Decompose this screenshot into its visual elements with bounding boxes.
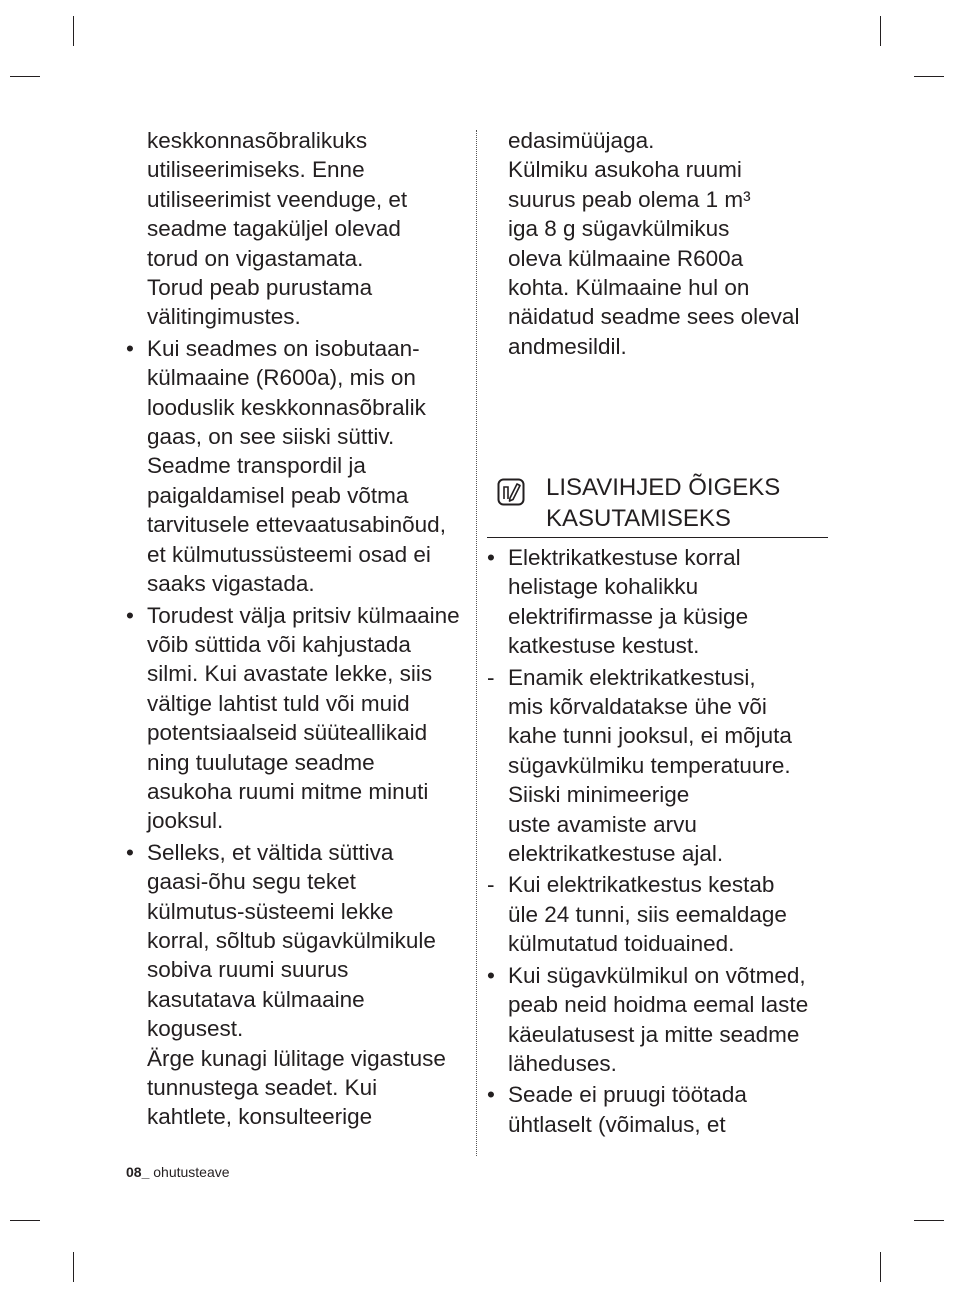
bullet-marker: •	[487, 962, 495, 988]
section-name: ohutusteave	[153, 1164, 230, 1180]
crop-mark	[10, 76, 40, 77]
bullet-marker: •	[487, 545, 495, 570]
dash-marker: -	[487, 664, 495, 690]
crop-mark	[880, 16, 881, 46]
note-pencil-icon	[497, 478, 525, 506]
section-heading	[487, 472, 828, 538]
list-item: • Torudest välja pritsiv külmaaine võib süttida või kahjustada silmi. Kui avastate lekke, siis vältige lahtist tuld või muid potentsiaalseid süüteallikaid ning tuulutage seadme asukoha ruumi mitme minuti jooksul.	[126, 602, 460, 834]
crop-mark	[880, 1252, 881, 1282]
crop-mark	[914, 76, 944, 77]
crop-mark	[73, 1252, 74, 1282]
list-item: • Kui sügavkülmikul on võtmed, peab neid hoidma eemal laste käeulatusest ja mitte seadme läheduses.	[487, 962, 809, 1076]
list-item: • Elektrikatkestuse korral helistage kohalikku elektrifirmasse ja küsige katkestuse kestust.	[487, 545, 749, 659]
bullet-marker: •	[126, 839, 134, 865]
section-title: LISAVIHJED ÕIGEKS KASUTAMISEKS	[546, 474, 781, 532]
dash-marker: -	[487, 872, 495, 898]
list-item: - Kui elektrikatkestus kestab üle 24 tunni, siis eemaldage külmutatud toiduained.	[487, 872, 787, 957]
left-column	[126, 126, 471, 1132]
page-footer	[126, 1164, 230, 1180]
list-item: • Seade ei pruugi töötada ühtlaselt (võimalus, et	[487, 1082, 747, 1137]
list-item: • Selleks, et vältida süttiva gaasi-õhu segu teket külmutus-süsteemi lekke korral, sõltub sügavkülmikule sobiva ruumi suurus kasutatava külmaaine kogusest. Ärge kunagi lülitage vigastuse tunnustega seadet. Kui kahtlete, konsulteerige	[126, 839, 446, 1130]
crop-mark	[914, 1220, 944, 1221]
bullet-marker: •	[126, 602, 134, 628]
intro-paragraph: edasimüüjaga. Külmiku asukoha ruumi suurus peab olema 1 m³ iga 8 g sügavkülmikus oleva külmaaine R600a kohta. Külmaaine hul on näidatud seadme sees oleval andmesildil.	[508, 128, 800, 359]
bullet-marker: •	[487, 1082, 495, 1108]
list-item: - Enamik elektrikatkestusi, mis kõrvaldatakse ühe või kahe tunni jooksul, ei mõjuta sügavkülmiku temperatuure. Siiski minimeerige uste avamiste arvu elektrikatkestuse ajal.	[487, 664, 792, 867]
bullet-marker: •	[126, 335, 134, 361]
crop-mark	[10, 1220, 40, 1221]
crop-mark	[73, 16, 74, 46]
right-column-list	[487, 541, 832, 1139]
list-item: • Kui seadmes on isobutaan- külmaaine (R600a), mis on looduslik keskkonnasõbralik gaas, on see siiski süttiv. Seadme transpordil ja paigaldamisel peab võtma tarvitusele ettevaatusabinõud, et külmutussüsteemi osad ei saaks vigastada.	[126, 335, 446, 597]
right-column-intro	[487, 126, 832, 361]
page-number: 08_	[126, 1164, 150, 1180]
intro-paragraph: keskkonnasõbralikuks utiliseerimiseks. Enne utiliseerimist veenduge, et seadme tagaküljel olevad torud on vigastamata. Torud peab purustama välitingimustes.	[147, 128, 408, 330]
column-divider	[476, 130, 477, 1156]
